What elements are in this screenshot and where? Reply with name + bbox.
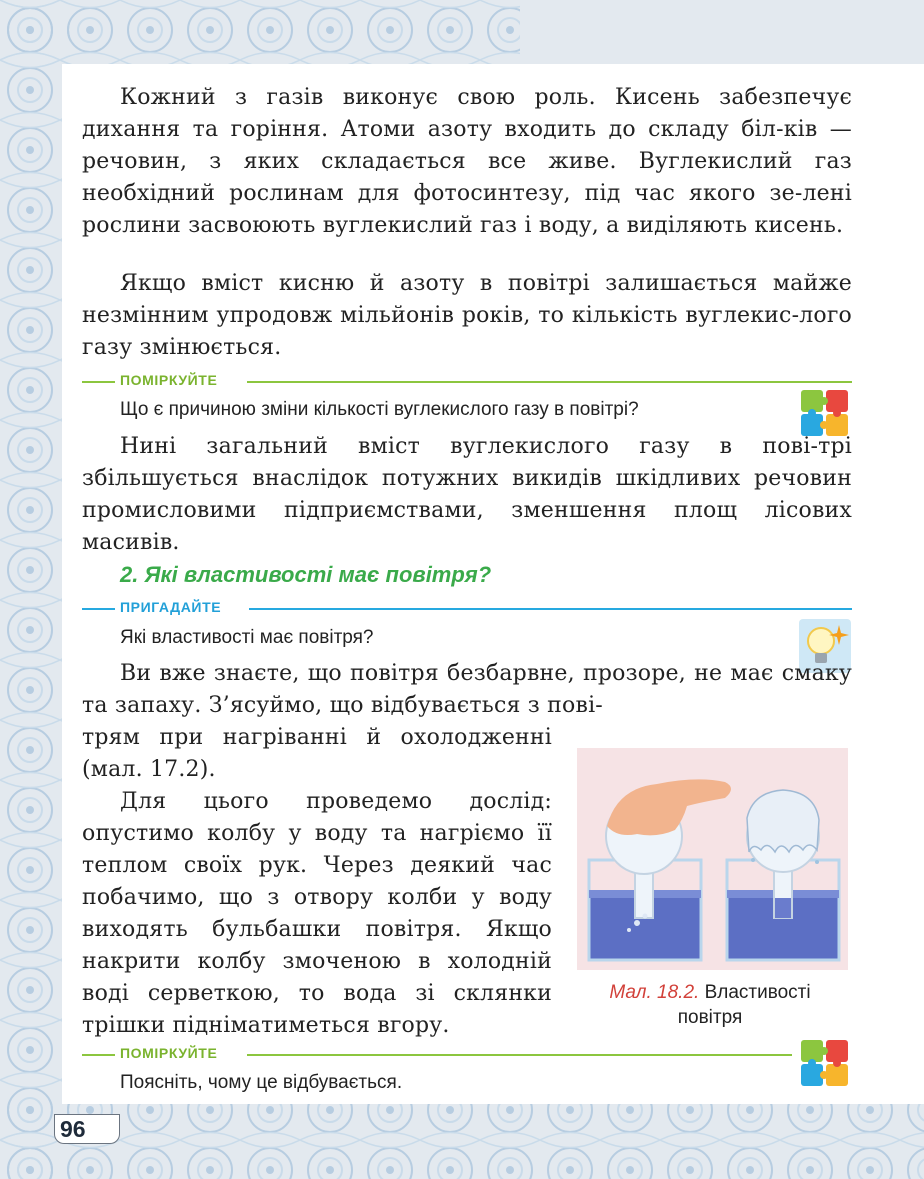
remember-question: Які властивості має повітря? <box>120 627 374 648</box>
page-number: 96 <box>60 1116 86 1142</box>
section-heading: 2. Які властивості має повітря? <box>120 562 492 587</box>
think-question-co2: Що є причиною зміни кількості вуглекислого газу в повітрі? <box>120 399 639 420</box>
paragraph-co2-increase: Нині загальний вміст вуглекислого газу в пові-трі збільшується внаслідок потужних викидів шкідливих речовин промисловими підприємствами, зменшення площ лісових масивів. <box>82 434 852 555</box>
figure-caption <box>565 980 855 1030</box>
paragraph-oxygen-nitrogen: Якщо вміст кисню й азоту в повітрі залишається майже незмінним упродовж мільйонів років, то кількість вуглекис-лого газу змінюється. <box>82 271 852 360</box>
paragraph-heating-cooling: трям при нагріванні й охолодженні (мал. 17.2). <box>82 725 552 782</box>
think-box-label-2: ПОМІРКУЙТЕ <box>82 1044 792 1062</box>
figure-ref: Мал. 18.2. <box>609 982 700 1003</box>
puzzle-icon <box>799 1038 851 1088</box>
think-box-label: ПОМІРКУЙТЕ <box>82 371 852 389</box>
think-question-explain: Поясніть, чому це відбувається. <box>120 1072 403 1093</box>
figure-flask-experiment <box>577 748 848 970</box>
remember-box-label: ПРИГАДАЙТЕ <box>82 598 852 616</box>
figure-caption-line1: Властивості <box>704 982 811 1003</box>
paragraph-experiment: Для цього проведемо дослід: опустимо колбу у воду та нагріємо її теплом своїх рук. Через деякий час побачимо, що з отвору колби у воду виходять бульбашки повітря. Якщо накрити колбу змоченою в холодній воді серветкою, то вода зі склянки трішки підніматиметься вгору. <box>82 789 552 1038</box>
figure-caption-line2: повітря <box>677 1007 743 1028</box>
flask-illustration <box>577 748 848 970</box>
paragraph-gases-role: Кожний з газів виконує свою роль. Кисень забезпечує дихання та горіння. Атоми азоту входить до складу біл-ків — речовин, з яких складається все живе. Вуглекислий газ необхідний рослинам для фотосинтезу, під час якого зе-лені рослини засвоюють вуглекислий газ і воду, а виділяють кисень. <box>82 85 852 238</box>
paragraph-air-properties: Ви вже знаєте, що повітря безбарвне, прозоре, не має смаку та запаху. З’ясуймо, що відбувається з пові- <box>82 661 852 718</box>
